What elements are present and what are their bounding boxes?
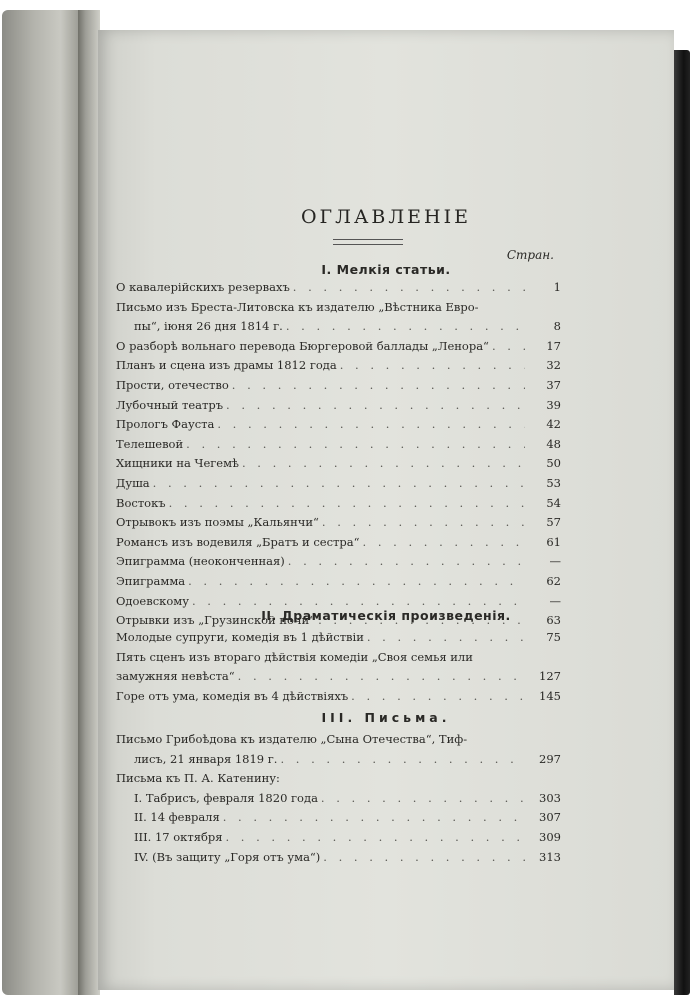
toc-entry[interactable] bbox=[116, 769, 561, 789]
leader-dots bbox=[363, 533, 525, 553]
toc-entry[interactable] bbox=[116, 750, 561, 770]
leader-dots bbox=[321, 789, 525, 809]
toc-entry-title: Планъ и сцена изъ драмы 1812 года bbox=[116, 358, 337, 373]
toc-entry-page bbox=[525, 298, 561, 318]
page-title: ОГЛАВЛЕНІЕ bbox=[300, 206, 472, 228]
toc-entry[interactable] bbox=[116, 667, 561, 687]
toc-entry-page: 297 bbox=[539, 751, 561, 766]
toc-entry-title: Отрывки изъ „Грузинской ночи“ bbox=[116, 613, 316, 628]
toc-entry-title: замужняя невѣста“ bbox=[116, 669, 235, 684]
toc-list-section-3 bbox=[116, 730, 561, 867]
toc-entry-page: 127 bbox=[539, 669, 561, 684]
toc-entry[interactable] bbox=[116, 848, 561, 868]
toc-entry-title: Прологъ Фауста bbox=[116, 417, 215, 432]
leader-dots bbox=[242, 454, 525, 474]
toc-entry-title: Письма къ П. А. Катенину: bbox=[116, 771, 280, 786]
toc-entry-page: 39 bbox=[546, 397, 561, 412]
toc-entry[interactable] bbox=[116, 572, 561, 592]
toc-entry-page: 61 bbox=[546, 534, 561, 549]
leader-dots bbox=[226, 828, 526, 848]
toc-entry[interactable] bbox=[116, 376, 561, 396]
toc-entry-title: II. 14 февраля bbox=[134, 810, 220, 825]
toc-entry[interactable] bbox=[116, 317, 561, 337]
toc-entry[interactable] bbox=[116, 474, 561, 494]
section-heading: II. Драматическія произведенія. bbox=[261, 608, 511, 623]
toc-entry-page: 53 bbox=[546, 475, 561, 490]
toc-entry[interactable] bbox=[116, 648, 561, 668]
toc-entry-page: 17 bbox=[546, 338, 561, 353]
leader-dots bbox=[232, 376, 525, 396]
toc-entry-title: О разборѣ вольнаго перевода Бюргеровой баллады „Ленора“ bbox=[116, 338, 489, 353]
toc-entry[interactable] bbox=[116, 513, 561, 533]
leader-dots bbox=[322, 513, 525, 533]
left-page-edge bbox=[2, 10, 80, 995]
toc-entry-title: Письмо Грибоѣдова къ издателю „Сына Отечества“, Тиф- bbox=[116, 732, 468, 746]
toc-entry-page: — bbox=[549, 593, 561, 608]
leader-dots bbox=[153, 474, 525, 494]
book-page bbox=[98, 30, 674, 990]
toc-entry-page: 307 bbox=[539, 810, 561, 825]
leader-dots bbox=[238, 667, 525, 687]
leader-dots bbox=[223, 808, 525, 828]
toc-entry-title: Молодые супруги, комедія въ 1 дѣйствіи bbox=[116, 630, 364, 644]
leader-dots bbox=[186, 435, 525, 455]
toc-entry[interactable] bbox=[116, 435, 561, 455]
toc-list-section-2 bbox=[116, 628, 561, 706]
leader-dots bbox=[286, 317, 525, 337]
toc-entry[interactable] bbox=[116, 278, 561, 298]
toc-entry-page: 309 bbox=[539, 829, 561, 844]
toc-entry-title: Одоевскому bbox=[116, 593, 189, 608]
leader-dots bbox=[492, 337, 525, 357]
section-heading: III. Письма. bbox=[321, 710, 451, 725]
toc-entry-title: I. Табрисъ, февраля 1820 года bbox=[134, 790, 318, 805]
leader-dots bbox=[323, 848, 525, 868]
toc-entry[interactable] bbox=[116, 628, 561, 648]
toc-entry[interactable] bbox=[116, 337, 561, 357]
toc-entry-page: 8 bbox=[553, 319, 561, 334]
leader-dots bbox=[288, 552, 525, 572]
toc-entry[interactable] bbox=[116, 552, 561, 572]
leader-dots bbox=[482, 298, 525, 318]
toc-entry[interactable] bbox=[116, 789, 561, 809]
toc-entry-title: Горе отъ ума, комедія въ 4 дѣйствіяхъ bbox=[116, 688, 349, 703]
toc-entry-page: 313 bbox=[539, 849, 561, 864]
toc-entry-page: 32 bbox=[546, 358, 561, 373]
toc-entry-title: пы“, іюня 26 дня 1814 г. bbox=[134, 319, 283, 334]
toc-entry-page: 1 bbox=[553, 280, 561, 294]
toc-entry[interactable] bbox=[116, 533, 561, 553]
toc-entry-title: III. 17 октября bbox=[134, 829, 223, 844]
toc-entry-page bbox=[525, 769, 561, 789]
leader-dots bbox=[340, 356, 525, 376]
toc-entry-page: 37 bbox=[546, 377, 561, 392]
toc-entry[interactable] bbox=[116, 808, 561, 828]
toc-entry-title: Эпиграмма bbox=[116, 573, 186, 588]
toc-entry-title: лисъ, 21 января 1819 г. bbox=[134, 751, 278, 766]
toc-entry-page: 62 bbox=[546, 573, 561, 588]
toc-entry-title: Романсъ изъ водевиля „Братъ и сестра“ bbox=[116, 534, 360, 549]
toc-entry-title: IV. (Въ защиту „Горя отъ ума“) bbox=[134, 849, 321, 864]
leader-dots bbox=[476, 648, 525, 668]
toc-entry-page: 48 bbox=[546, 436, 561, 451]
leader-dots bbox=[280, 750, 525, 770]
leader-dots bbox=[470, 730, 525, 750]
page-column-label: Стран. bbox=[506, 248, 554, 262]
toc-entry[interactable] bbox=[116, 687, 561, 707]
leader-dots bbox=[293, 278, 525, 298]
toc-entry-page: 145 bbox=[539, 688, 561, 703]
title-ornament bbox=[333, 239, 403, 245]
leader-dots bbox=[226, 396, 525, 416]
toc-entry-page: 63 bbox=[546, 613, 561, 628]
toc-entry-page: — bbox=[549, 554, 561, 569]
toc-entry-title: Востокъ bbox=[116, 495, 166, 510]
toc-entry-title: Душа bbox=[116, 475, 150, 490]
leader-dots bbox=[169, 494, 525, 514]
toc-entry-title: Хищники на Чегемѣ bbox=[116, 456, 239, 471]
leader-dots bbox=[283, 769, 525, 789]
section-heading: I. Мелкія статьи. bbox=[321, 262, 451, 277]
toc-entry-title: Телешевой bbox=[116, 436, 184, 451]
book-gutter bbox=[78, 10, 100, 995]
toc-entry-page: 303 bbox=[539, 790, 561, 805]
toc-entry-title: Отрывокъ изъ поэмы „Кальянчи“ bbox=[116, 515, 319, 530]
toc-entry[interactable] bbox=[116, 396, 561, 416]
toc-list-section-1 bbox=[116, 278, 561, 631]
toc-entry[interactable] bbox=[116, 494, 561, 514]
toc-entry-page: 42 bbox=[546, 417, 561, 432]
toc-entry-title: Эпиграмма (неоконченная) bbox=[116, 554, 285, 569]
toc-entry[interactable] bbox=[116, 730, 561, 750]
toc-entry[interactable] bbox=[116, 415, 561, 435]
toc-entry-page: 57 bbox=[546, 515, 561, 530]
book-cover-edge bbox=[674, 50, 690, 995]
toc-entry-title: Пять сценъ изъ втораго дѣйствія комедіи „Своя семья или bbox=[116, 649, 473, 664]
leader-dots bbox=[351, 687, 525, 707]
toc-entry-page: 54 bbox=[546, 495, 561, 510]
toc-entry[interactable] bbox=[116, 454, 561, 474]
toc-entry[interactable] bbox=[116, 298, 561, 318]
toc-entry-page: 50 bbox=[546, 456, 561, 471]
toc-entry-title: Лубочный театръ bbox=[116, 397, 224, 412]
leader-dots bbox=[367, 628, 525, 648]
toc-entry-page bbox=[525, 648, 561, 668]
toc-entry[interactable] bbox=[116, 828, 561, 848]
toc-entry-title: Письмо изъ Бреста-Литовска къ издателю „Вѣстника Евро- bbox=[116, 299, 479, 314]
leader-dots bbox=[188, 572, 525, 592]
toc-entry-title: О кавалерійскихъ резервахъ bbox=[116, 280, 290, 294]
toc-entry-page bbox=[525, 730, 561, 750]
toc-entry-page: 75 bbox=[546, 630, 561, 644]
toc-entry[interactable] bbox=[116, 356, 561, 376]
leader-dots bbox=[217, 415, 525, 435]
toc-entry-title: Прости, отечество bbox=[116, 377, 229, 392]
